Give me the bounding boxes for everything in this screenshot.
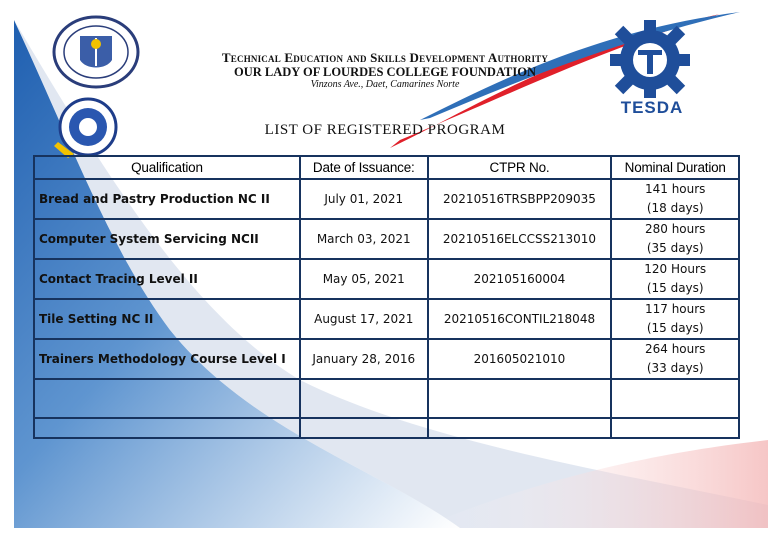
table-row	[34, 339, 739, 379]
empty-cell	[300, 379, 428, 418]
date-cell: March 03, 2021	[300, 219, 428, 259]
empty-cell	[34, 379, 300, 418]
duration-hours: 264 hours	[644, 342, 706, 356]
duration-cell	[611, 299, 739, 339]
empty-table-row	[34, 379, 739, 418]
authority-name: Technical Education and Skills Development Authority	[221, 50, 549, 65]
table-row	[34, 219, 739, 259]
column-header-date: Date of Issuance:	[300, 156, 428, 179]
duration-days: (18 days)	[646, 201, 704, 215]
empty-cell	[611, 379, 739, 418]
duration-hours: 280 hours	[644, 222, 706, 236]
department-seal-logo	[50, 94, 122, 160]
tesda-logo-text: TESDA	[620, 98, 684, 117]
duration-days: (15 days)	[646, 281, 704, 295]
college-address: Vinzons Ave., Daet, Camarines Norte	[310, 79, 460, 90]
duration-days: (15 days)	[646, 321, 704, 335]
qualification-cell: Computer System Servicing NCII	[34, 219, 300, 259]
ctpr-cell: 20210516CONTIL218048	[428, 299, 612, 339]
page-title: LIST OF REGISTERED PROGRAM	[264, 122, 506, 138]
empty-cell	[428, 379, 612, 418]
date-cell: January 28, 2016	[300, 339, 428, 379]
document-header	[165, 50, 605, 91]
table-row	[34, 259, 739, 299]
duration-days: (35 days)	[646, 241, 704, 255]
date-cell: July 01, 2021	[300, 179, 428, 219]
duration-hours: 141 hours	[644, 182, 706, 196]
duration-days: (33 days)	[646, 361, 704, 375]
empty-cell	[428, 418, 612, 438]
duration-cell	[611, 219, 739, 259]
ctpr-cell: 202105160004	[428, 259, 612, 299]
column-header-ctpr: CTPR No.	[428, 156, 612, 179]
registered-program-table	[33, 155, 740, 439]
date-cell: August 17, 2021	[300, 299, 428, 339]
duration-hours: 117 hours	[644, 302, 706, 316]
college-name: OUR LADY OF LOURDES COLLEGE FOUNDATION	[234, 65, 536, 79]
column-header-duration: Nominal Duration	[611, 156, 739, 179]
empty-cell	[300, 418, 428, 438]
column-header-qualification: Qualification	[34, 156, 300, 179]
ctpr-cell: 20210516TRSBPP209035	[428, 179, 612, 219]
table-row	[34, 179, 739, 219]
ctpr-cell: 20210516ELCCSS213010	[428, 219, 612, 259]
table-row	[34, 299, 739, 339]
table-header-row	[34, 156, 739, 179]
qualification-cell: Contact Tracing Level II	[34, 259, 300, 299]
empty-cell	[611, 418, 739, 438]
qualification-cell: Tile Setting NC II	[34, 299, 300, 339]
qualification-cell: Bread and Pastry Production NC II	[34, 179, 300, 219]
duration-cell	[611, 259, 739, 299]
duration-cell	[611, 339, 739, 379]
empty-cell	[34, 418, 300, 438]
ctpr-cell: 201605021010	[428, 339, 612, 379]
duration-hours: 120 Hours	[644, 262, 707, 276]
college-seal-logo	[50, 14, 142, 90]
empty-table-row	[34, 418, 739, 438]
date-cell: May 05, 2021	[300, 259, 428, 299]
duration-cell	[611, 179, 739, 219]
qualification-cell: Trainers Methodology Course Level I	[34, 339, 300, 379]
